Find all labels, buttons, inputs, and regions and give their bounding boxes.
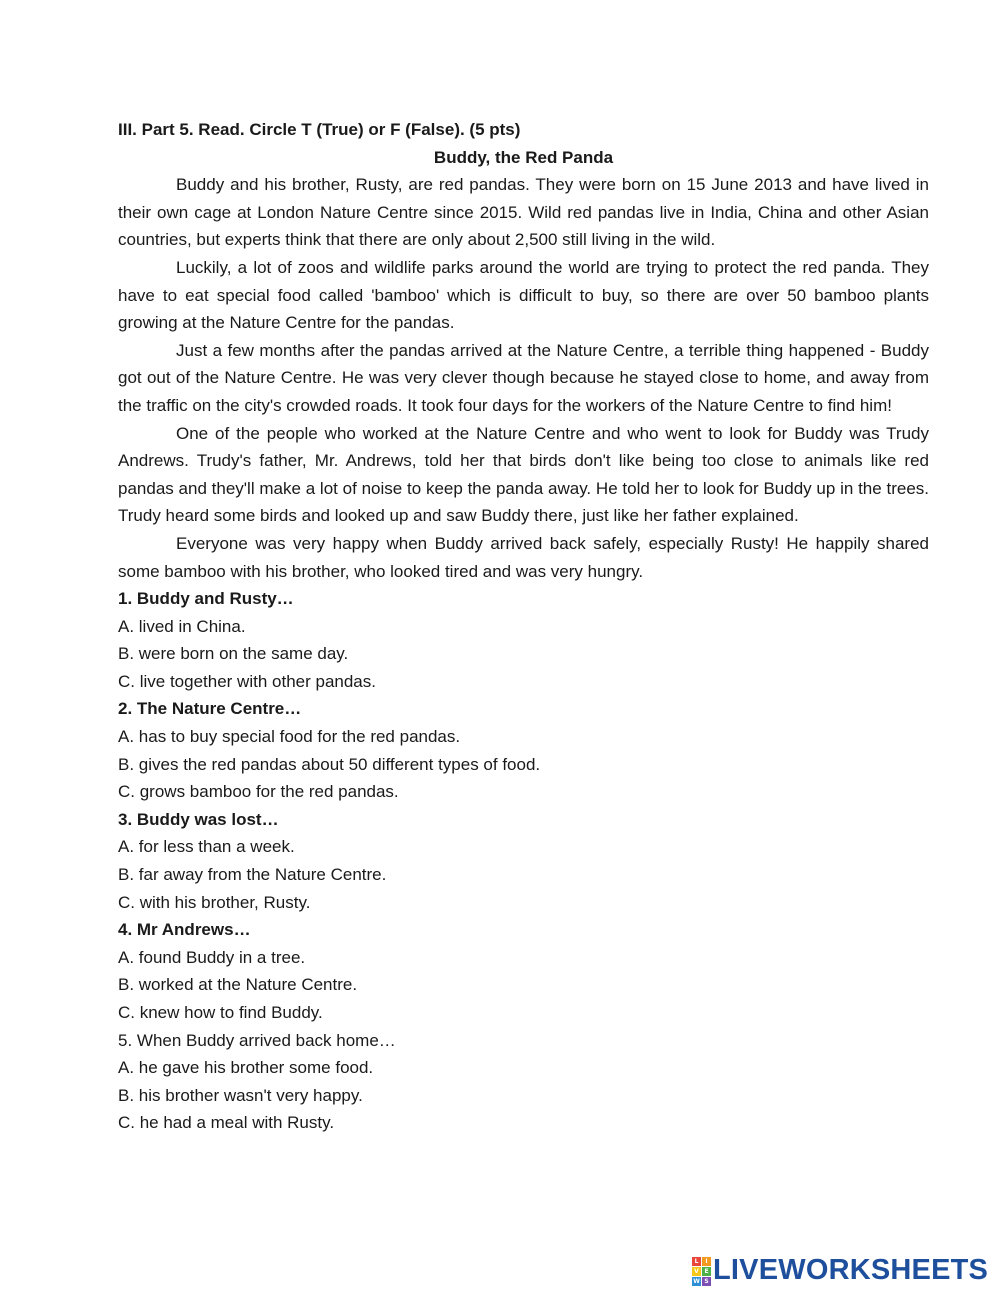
answer-option-b[interactable]: B. gives the red pandas about 50 different types of food. — [118, 754, 541, 774]
answer-option-b[interactable]: B. worked at the Nature Centre. — [118, 975, 358, 995]
story-title: Buddy, the Red Panda — [433, 147, 614, 167]
question-stem: 1. Buddy and Rusty… — [118, 589, 294, 609]
passage-paragraph: Luckily, a lot of zoos and wildlife parks around the world are trying to protect the red panda. They have to eat special food called 'bamboo' which is difficult to buy, so there are over 50 bamboo plants growing at the Nature Centre for the pandas. — [118, 257, 929, 333]
answer-option-a[interactable]: A. lived in China. — [118, 616, 246, 636]
question-stem: 2. The Nature Centre… — [118, 699, 302, 719]
answer-option-a[interactable]: A. for less than a week. — [118, 837, 295, 857]
section-heading: III. Part 5. Read. Circle T (True) or F (False). (5 pts) — [118, 120, 521, 139]
passage-paragraph: Just a few months after the pandas arrived at the Nature Centre, a terrible thing happened - Buddy got out of the Nature Centre. He was very clever though because he stayed close to home, and away from the traffic on the city's crowded roads. It took four days for the workers of the Nature Centre to find him! — [118, 340, 929, 415]
logo-block: S — [702, 1277, 711, 1286]
answer-option-a[interactable]: A. has to buy special food for the red pandas. — [118, 727, 461, 747]
answer-option-b[interactable]: B. were born on the same day. — [118, 644, 349, 664]
answer-option-c[interactable]: C. with his brother, Rusty. — [118, 892, 311, 912]
answer-option-c[interactable]: C. he had a meal with Rusty. — [118, 1113, 335, 1133]
logo-block: L — [692, 1257, 701, 1266]
reading-passage — [118, 171, 929, 585]
question-stem: 3. Buddy was lost… — [118, 809, 279, 829]
logo-block: I — [702, 1257, 711, 1266]
answer-option-c[interactable]: C. grows bamboo for the red pandas. — [118, 782, 399, 802]
logo-block: W — [693, 1277, 700, 1285]
question-5 — [118, 1027, 929, 1137]
answer-option-c[interactable]: C. live together with other pandas. — [118, 671, 376, 691]
question-stem: 5. When Buddy arrived back home… — [118, 1030, 396, 1050]
question-4 — [118, 916, 929, 1026]
answer-option-c[interactable]: C. knew how to find Buddy. — [118, 1003, 323, 1022]
passage-paragraph: One of the people who worked at the Nature Centre and who went to look for Buddy was Trudy Andrews. Trudy's father, Mr. Andrews, told her that birds don't like being too close to animals like red pandas and they'll make a lot of noise to keep the panda away. He told her to look for Buddy up in the trees. Trudy heard some birds and looked up and saw Buddy there, just like her father explained. — [118, 423, 929, 526]
question-3 — [118, 806, 929, 916]
logo-blocks-icon — [692, 1257, 711, 1286]
passage-paragraph: Buddy and his brother, Rusty, are red pandas. They were born on 15 June 2013 and have lived in their own cage at London Nature Centre since 2015. Wild red pandas live in India, China and other Asian countries, but experts think that there are only about 2,500 still living in the wild. — [118, 175, 929, 250]
answer-option-a[interactable]: A. found Buddy in a tree. — [118, 947, 306, 967]
worksheet-page — [118, 116, 929, 1137]
question-1 — [118, 585, 929, 695]
logo-text: LIVEWORKSHEETS — [713, 1254, 989, 1286]
question-stem: 4. Mr Andrews… — [118, 920, 251, 940]
answer-option-b[interactable]: B. his brother wasn't very happy. — [118, 1085, 363, 1105]
logo-block: E — [702, 1267, 711, 1276]
passage-paragraph: Everyone was very happy when Buddy arrived back safely, especially Rusty! He happily shared some bamboo with his brother, who looked tired and was very hungry. — [118, 533, 929, 581]
answer-option-b[interactable]: B. far away from the Nature Centre. — [118, 865, 387, 885]
liveworksheets-logo — [692, 1255, 988, 1285]
answer-option-a[interactable]: A. he gave his brother some food. — [118, 1058, 374, 1078]
logo-block: V — [692, 1267, 701, 1276]
question-2 — [118, 695, 929, 805]
